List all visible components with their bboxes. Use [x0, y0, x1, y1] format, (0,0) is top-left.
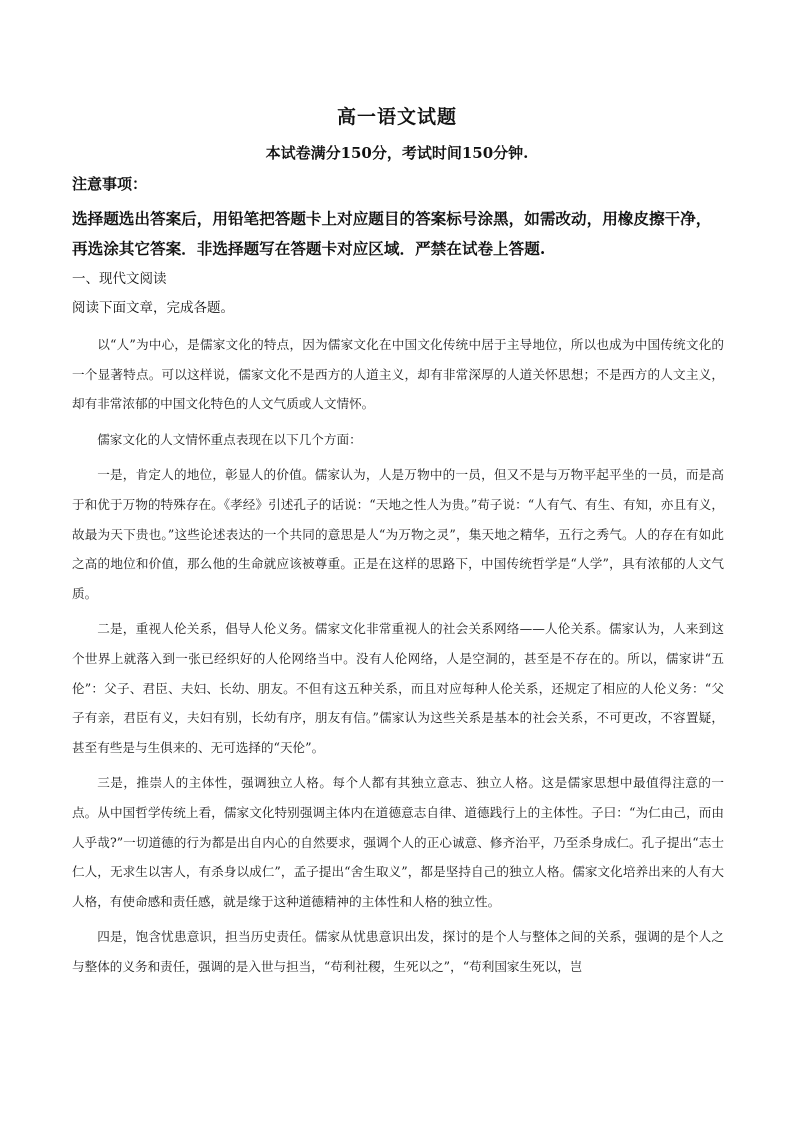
passage-paragraph: 四是，饱含忧患意识，担当历史责任。儒家从忧患意识出发，探讨的是个人与整体之间的关系，强调的是个人之与整体的义务和责任，强调的是入世与担当，“苟利社稷，生死以之”，“苟利国家生死以，岂 — [72, 929, 724, 974]
exam-title: 高一语文试题 — [336, 106, 457, 128]
passage-paragraph: 一是，肯定人的地位，彰显人的价值。儒家认为，人是万物中的一员，但又不是与万物平起平坐的一员，而是高于和优于万物的特殊存在。《孝经》引述孔子的话说：“天地之性人为贵。”荀子说：“人有气、有生、有知，亦且有义，故最为天下贵也。”这些论述表达的一个共同的意思是人“为万物之灵”，集天地之精华，五行之秀气。人的存在有如此之高的地位和价值，那么他的生命就应该被尊重。正是在这样的思路下，中国传统哲学是“人学”，具有浓郁的人文气质。 — [72, 467, 724, 601]
section-heading: 一、现代文阅读 — [72, 271, 167, 287]
passage-paragraph: 以“人”为中心，是儒家文化的特点，因为儒家文化在中国文化传统中居于主导地位，所以也成为中国传统文化的一个显著特点。可以这样说，儒家文化不是西方的人道主义，却有非常深厚的人道关怀思想；不是西方的人文主义，却有非常浓郁的中国文化特色的人文气质或人文情怀。 — [72, 337, 724, 412]
passage-paragraph: 二是，重视人伦关系，倡导人伦义务。儒家文化非常重视人的社会关系网络——人伦关系。儒家认为，人来到这个世界上就落入到一张已经织好的人伦网络当中。没有人伦网络，人是空洞的，甚至是不存在的。所以，儒家讲“五伦”：父子、君臣、夫妇、长幼、朋友。不但有这五种关系，而且对应每种人伦关系，还规定了相应的人伦义务：“父子有亲，君臣有义，夫妇有别，长幼有序，朋友有信。”儒家认为这些关系是基本的社会关系，不可更改，不容置疑，甚至有些是与生俱来的、无可选择的“天伦”。 — [72, 621, 724, 755]
passage-paragraph: 儒家文化的人文情怀重点表现在以下几个方面： — [97, 431, 362, 447]
reading-instruction: 阅读下面文章，完成各题。 — [72, 300, 234, 316]
reading-passage — [72, 330, 724, 987]
passage-paragraph: 三是，推崇人的主体性，强调独立人格。每个人都有其独立意志、独立人格。这是儒家思想中最值得注意的一点。从中国哲学传统上看，儒家文化特别强调主体内在道德意志自律、道德践行上的主体性。子曰：“为仁由己，而由人乎哉?”一切道德的行为都是出自内心的自然要求，强调个人的正心诚意、修齐治平，乃至杀身成仁。孔子提出“志士仁人，无求生以害人，有杀身以成仁”，孟子提出“舍生取义”，都是坚持自己的独立人格。儒家文化培养出来的人有大人格，有使命感和责任感，就是缘于这种道德精神的主体性和人格的独立性。 — [72, 775, 724, 909]
notice-body — [72, 204, 722, 264]
notice-line: 选择题选出答案后，用铅笔把答题卡上对应题目的答案标号涂黑，如需改动，用橡皮擦干净， — [72, 209, 712, 228]
notice-line: 再选涂其它答案．非选择题写在答题卡对应区域．严禁在试卷上答题. — [72, 239, 546, 258]
notice-heading: 注意事项： — [72, 175, 148, 193]
exam-subtitle: 本试卷满分150分，考试时间150分钟. — [265, 144, 529, 162]
